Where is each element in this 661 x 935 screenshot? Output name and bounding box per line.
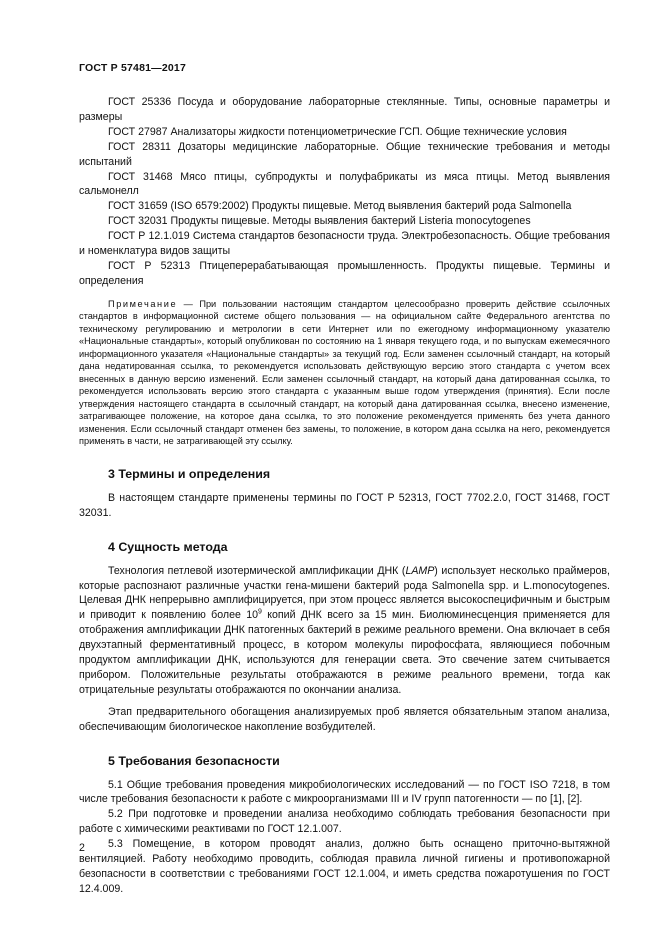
- note-text: — При пользовании настоящим стандартом целесообразно проверить действие ссылочных стандартов в информационной системе общего пользования — на официальном сайте Федерального агентства по техническому регулированию и метрологии в сети Интернет или по ежегодному информационному указателю «Национальные стандарты», который опубликован по состоянию на 1 января текущего года, и по выпускам ежемесячного информационного указателя «Национальные стандарты» за текущий год. Если заменен ссылочный стандарт, на который дана недатированная ссылка, то рекомендуется использовать действующую версию этого стандарта с учетом всех внесенных в данную версию изменений. Если заменен ссылочный стандарт, на который дана датированная ссылка, то рекомендуется использовать версию этого стандарта с указанным выше годом утверждения (принятия). Если после утверждения настоящего стандарта в ссылочный стандарт, на который дана датированная ссылка, внесено изменение, затрагивающее положение, на которое дана ссылка, то это положение рекомендуется применять без учета данного изменения. Если ссылочный стандарт отменен без замены, то положение, в котором дана ссылка на него, рекомендуется применять в части, не затрагивающей эту ссылку.: [79, 298, 610, 447]
- lamp-term: LAMP: [405, 564, 435, 577]
- text-run: ) использует несколько праймеров, которые распознают различные участки гена-мишени бактерий рода Salmonella spp. и L.monocytogenes. Целевая ДНК непрерывно амплифицируется, при этом процесс является высокоспецифичным и быстрым и приводит к появлению более 10: [79, 564, 610, 622]
- note-label: Примечание: [108, 298, 178, 309]
- references-list: [79, 95, 610, 289]
- reference-item: ГОСТ 27987 Анализаторы жидкости потенциометрические ГСП. Общие технические условия: [108, 125, 567, 138]
- text-run: копий ДНК всего за 15 мин. Биолюминесценция применяется для отображения амплификации ДНК патогенных бактерий в режиме реального времени. Она включает в себя двухэтапный ферментативный процесс, в котором молекулы пирофосфата, являющиеся побочным продуктом амплификации ДНК, используются для генерации света. Это свечение затем считывается прибором. Положительные результаты отображаются в режиме реального времени, тогда как отрицательные результаты отображаются по окончании анализа.: [79, 609, 610, 696]
- section-5-heading: 5 Требования безопасности: [108, 753, 280, 768]
- document-body: [79, 95, 610, 897]
- reference-item: ГОСТ 31468 Мясо птицы, субпродукты и полуфабрикаты из мяса птицы. Метод выявления сальмонелл: [79, 170, 610, 198]
- reference-item: ГОСТ 25336 Посуда и оборудование лабораторные стеклянные. Типы, основные параметры и размеры: [79, 96, 610, 123]
- document-header: ГОСТ Р 57481—2017: [79, 62, 187, 74]
- reference-item: ГОСТ Р 52313 Птицеперерабатывающая промышленность. Продукты пищевые. Термины и определения: [79, 259, 610, 287]
- section-4-paragraph: [79, 564, 610, 698]
- section-5-item: 5.3 Помещение, в котором проводят анализ, должно быть оснащено приточно-вытяжной вентиляцией. Работу необходимо проводить, соблюдая правила личной гигиены и противопожарной безопасности в соответствии с требованиями ГОСТ 12.1.004, и иметь средства пожаротушения по ГОСТ 12.4.009.: [79, 838, 610, 895]
- reference-item: ГОСТ 31659 (ISO 6579:2002) Продукты пищевые. Метод выявления бактерий рода Salmonella: [108, 200, 572, 213]
- text-run: Технология петлевой изотермической амплификации ДНК (: [108, 564, 406, 577]
- section-3-text: В настоящем стандарте применены термины по ГОСТ Р 52313, ГОСТ 7702.2.0, ГОСТ 31468, ГОСТ 32031.: [79, 491, 610, 519]
- section-3-heading: 3 Термины и определения: [108, 466, 271, 481]
- reference-item: ГОСТ 28311 Дозаторы медицинские лабораторные. Общие технические требования и методы испытаний: [79, 140, 610, 168]
- section-5-item: 5.2 При подготовке и проведении анализа необходимо соблюдать требования безопасности при работе с химическими реактивами по ГОСТ 12.1.007.: [79, 808, 610, 836]
- note: [79, 298, 610, 448]
- section-4-heading: 4 Сущность метода: [108, 539, 228, 554]
- exponent: 9: [258, 608, 262, 616]
- reference-item: ГОСТ Р 12.1.019 Система стандартов безопасности труда. Электробезопасность. Общие требования и номенклатура видов защиты: [79, 230, 610, 258]
- page-number: 2: [79, 842, 85, 854]
- section-5-item: 5.1 Общие требования проведения микробиологических исследований — по ГОСТ ISO 7218, в том числе требования безопасности к работе с микроорганизмами III и IV групп патогенности — по [1], [2].: [79, 778, 610, 806]
- reference-item: ГОСТ 32031 Продукты пищевые. Методы выявления бактерий Listeria monocytogenes: [108, 215, 531, 228]
- section-4-paragraph-2: Этап предварительного обогащения анализируемых проб является обязательным этапом анализа, обеспечивающим биологическое накопление возбудителей.: [79, 705, 610, 733]
